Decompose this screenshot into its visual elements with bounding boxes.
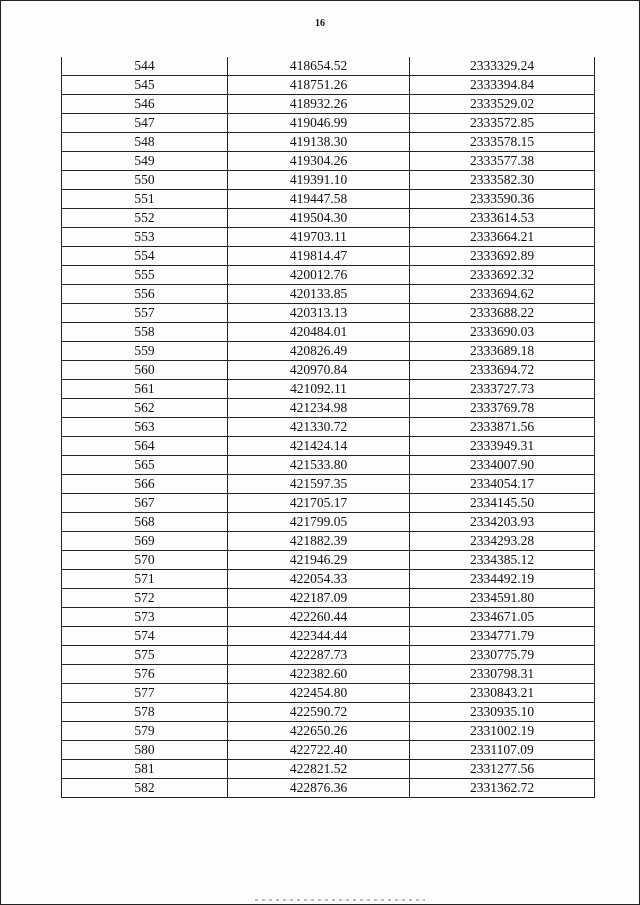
y-coordinate-cell: 2333578.15 xyxy=(410,133,595,152)
y-coordinate-cell: 2334007.90 xyxy=(410,456,595,475)
x-coordinate-cell: 422650.26 xyxy=(228,722,410,741)
table-row xyxy=(62,57,595,76)
table-row xyxy=(62,342,595,361)
x-coordinate-cell: 419046.99 xyxy=(228,114,410,133)
point-number-cell: 559 xyxy=(62,342,228,361)
table-row xyxy=(62,209,595,228)
x-coordinate-cell: 419504.30 xyxy=(228,209,410,228)
x-coordinate-cell: 420826.49 xyxy=(228,342,410,361)
y-coordinate-cell: 2330798.31 xyxy=(410,665,595,684)
point-number-cell: 570 xyxy=(62,551,228,570)
table-row xyxy=(62,361,595,380)
y-coordinate-cell: 2333577.38 xyxy=(410,152,595,171)
y-coordinate-cell: 2333727.73 xyxy=(410,380,595,399)
table-row xyxy=(62,646,595,665)
point-number-cell: 557 xyxy=(62,304,228,323)
y-coordinate-cell: 2334385.12 xyxy=(410,551,595,570)
point-number-cell: 553 xyxy=(62,228,228,247)
x-coordinate-cell: 421597.35 xyxy=(228,475,410,494)
table-row xyxy=(62,684,595,703)
point-number-cell: 573 xyxy=(62,608,228,627)
x-coordinate-cell: 419304.26 xyxy=(228,152,410,171)
y-coordinate-cell: 2330775.79 xyxy=(410,646,595,665)
y-coordinate-cell: 2334771.79 xyxy=(410,627,595,646)
table-row xyxy=(62,228,595,247)
x-coordinate-cell: 421705.17 xyxy=(228,494,410,513)
y-coordinate-cell: 2334671.05 xyxy=(410,608,595,627)
point-number-cell: 582 xyxy=(62,779,228,798)
table-row xyxy=(62,285,595,304)
x-coordinate-cell: 418751.26 xyxy=(228,76,410,95)
x-coordinate-cell: 421234.98 xyxy=(228,399,410,418)
point-number-cell: 556 xyxy=(62,285,228,304)
point-number-cell: 566 xyxy=(62,475,228,494)
point-number-cell: 577 xyxy=(62,684,228,703)
point-number-cell: 581 xyxy=(62,760,228,779)
table-row xyxy=(62,133,595,152)
point-number-cell: 561 xyxy=(62,380,228,399)
y-coordinate-cell: 2330935.10 xyxy=(410,703,595,722)
y-coordinate-cell: 2334492.19 xyxy=(410,570,595,589)
x-coordinate-cell: 421799.05 xyxy=(228,513,410,532)
y-coordinate-cell: 2334145.50 xyxy=(410,494,595,513)
x-coordinate-cell: 418654.52 xyxy=(228,57,410,76)
y-coordinate-cell: 2333572.85 xyxy=(410,114,595,133)
x-coordinate-cell: 419447.58 xyxy=(228,190,410,209)
table-row xyxy=(62,304,595,323)
table-row xyxy=(62,95,595,114)
x-coordinate-cell: 419814.47 xyxy=(228,247,410,266)
table-row xyxy=(62,76,595,95)
table-row xyxy=(62,190,595,209)
point-number-cell: 549 xyxy=(62,152,228,171)
point-number-cell: 545 xyxy=(62,76,228,95)
table-row xyxy=(62,437,595,456)
y-coordinate-cell: 2331002.19 xyxy=(410,722,595,741)
table-row xyxy=(62,171,595,190)
coordinates-table-body xyxy=(62,57,595,798)
point-number-cell: 567 xyxy=(62,494,228,513)
x-coordinate-cell: 422054.33 xyxy=(228,570,410,589)
x-coordinate-cell: 420133.85 xyxy=(228,285,410,304)
point-number-cell: 569 xyxy=(62,532,228,551)
table-row xyxy=(62,380,595,399)
x-coordinate-cell: 421092.11 xyxy=(228,380,410,399)
y-coordinate-cell: 2331277.56 xyxy=(410,760,595,779)
table-row xyxy=(62,551,595,570)
table-row xyxy=(62,703,595,722)
x-coordinate-cell: 420313.13 xyxy=(228,304,410,323)
table-row xyxy=(62,456,595,475)
point-number-cell: 548 xyxy=(62,133,228,152)
table-row xyxy=(62,247,595,266)
page-number: 16 xyxy=(315,18,325,29)
point-number-cell: 571 xyxy=(62,570,228,589)
y-coordinate-cell: 2333394.84 xyxy=(410,76,595,95)
point-number-cell: 574 xyxy=(62,627,228,646)
point-number-cell: 546 xyxy=(62,95,228,114)
x-coordinate-cell: 419703.11 xyxy=(228,228,410,247)
point-number-cell: 580 xyxy=(62,741,228,760)
point-number-cell: 578 xyxy=(62,703,228,722)
x-coordinate-cell: 422260.44 xyxy=(228,608,410,627)
y-coordinate-cell: 2333582.30 xyxy=(410,171,595,190)
x-coordinate-cell: 422876.36 xyxy=(228,779,410,798)
y-coordinate-cell: 2333871.56 xyxy=(410,418,595,437)
point-number-cell: 555 xyxy=(62,266,228,285)
y-coordinate-cell: 2331107.09 xyxy=(410,741,595,760)
y-coordinate-cell: 2333692.89 xyxy=(410,247,595,266)
table-row xyxy=(62,665,595,684)
x-coordinate-cell: 419391.10 xyxy=(228,171,410,190)
x-coordinate-cell: 422454.80 xyxy=(228,684,410,703)
point-number-cell: 558 xyxy=(62,323,228,342)
point-number-cell: 564 xyxy=(62,437,228,456)
point-number-cell: 550 xyxy=(62,171,228,190)
y-coordinate-cell: 2333614.53 xyxy=(410,209,595,228)
y-coordinate-cell: 2333689.18 xyxy=(410,342,595,361)
x-coordinate-cell: 421946.29 xyxy=(228,551,410,570)
table-row xyxy=(62,760,595,779)
point-number-cell: 579 xyxy=(62,722,228,741)
x-coordinate-cell: 419138.30 xyxy=(228,133,410,152)
point-number-cell: 551 xyxy=(62,190,228,209)
x-coordinate-cell: 418932.26 xyxy=(228,95,410,114)
x-coordinate-cell: 422287.73 xyxy=(228,646,410,665)
table-row xyxy=(62,418,595,437)
point-number-cell: 568 xyxy=(62,513,228,532)
y-coordinate-cell: 2330843.21 xyxy=(410,684,595,703)
x-coordinate-cell: 422722.40 xyxy=(228,741,410,760)
table-row xyxy=(62,627,595,646)
x-coordinate-cell: 422821.52 xyxy=(228,760,410,779)
table-row xyxy=(62,152,595,171)
y-coordinate-cell: 2333664.21 xyxy=(410,228,595,247)
y-coordinate-cell: 2333590.36 xyxy=(410,190,595,209)
y-coordinate-cell: 2334203.93 xyxy=(410,513,595,532)
table-row xyxy=(62,475,595,494)
x-coordinate-cell: 422590.72 xyxy=(228,703,410,722)
table-row xyxy=(62,266,595,285)
point-number-cell: 554 xyxy=(62,247,228,266)
table-row xyxy=(62,722,595,741)
x-coordinate-cell: 420484.01 xyxy=(228,323,410,342)
y-coordinate-cell: 2331362.72 xyxy=(410,779,595,798)
point-number-cell: 547 xyxy=(62,114,228,133)
y-coordinate-cell: 2333690.03 xyxy=(410,323,595,342)
x-coordinate-cell: 420970.84 xyxy=(228,361,410,380)
point-number-cell: 560 xyxy=(62,361,228,380)
point-number-cell: 576 xyxy=(62,665,228,684)
table-row xyxy=(62,323,595,342)
point-number-cell: 572 xyxy=(62,589,228,608)
table-row xyxy=(62,513,595,532)
y-coordinate-cell: 2334054.17 xyxy=(410,475,595,494)
y-coordinate-cell: 2333688.22 xyxy=(410,304,595,323)
point-number-cell: 562 xyxy=(62,399,228,418)
table-row xyxy=(62,532,595,551)
x-coordinate-cell: 421330.72 xyxy=(228,418,410,437)
x-coordinate-cell: 421882.39 xyxy=(228,532,410,551)
y-coordinate-cell: 2333529.02 xyxy=(410,95,595,114)
table-row xyxy=(62,399,595,418)
y-coordinate-cell: 2333329.24 xyxy=(410,57,595,76)
table-row xyxy=(62,570,595,589)
table-row xyxy=(62,608,595,627)
footer-scan-artifact xyxy=(255,899,425,901)
y-coordinate-cell: 2333694.62 xyxy=(410,285,595,304)
x-coordinate-cell: 422382.60 xyxy=(228,665,410,684)
x-coordinate-cell: 422344.44 xyxy=(228,627,410,646)
point-number-cell: 544 xyxy=(62,57,228,76)
coordinates-table xyxy=(61,57,595,798)
point-number-cell: 552 xyxy=(62,209,228,228)
y-coordinate-cell: 2334591.80 xyxy=(410,589,595,608)
table-row xyxy=(62,494,595,513)
x-coordinate-cell: 422187.09 xyxy=(228,589,410,608)
table-row xyxy=(62,589,595,608)
y-coordinate-cell: 2334293.28 xyxy=(410,532,595,551)
y-coordinate-cell: 2333692.32 xyxy=(410,266,595,285)
y-coordinate-cell: 2333694.72 xyxy=(410,361,595,380)
table-row xyxy=(62,779,595,798)
point-number-cell: 575 xyxy=(62,646,228,665)
point-number-cell: 563 xyxy=(62,418,228,437)
point-number-cell: 565 xyxy=(62,456,228,475)
x-coordinate-cell: 420012.76 xyxy=(228,266,410,285)
y-coordinate-cell: 2333949.31 xyxy=(410,437,595,456)
y-coordinate-cell: 2333769.78 xyxy=(410,399,595,418)
table-row xyxy=(62,741,595,760)
table-row xyxy=(62,114,595,133)
x-coordinate-cell: 421533.80 xyxy=(228,456,410,475)
x-coordinate-cell: 421424.14 xyxy=(228,437,410,456)
